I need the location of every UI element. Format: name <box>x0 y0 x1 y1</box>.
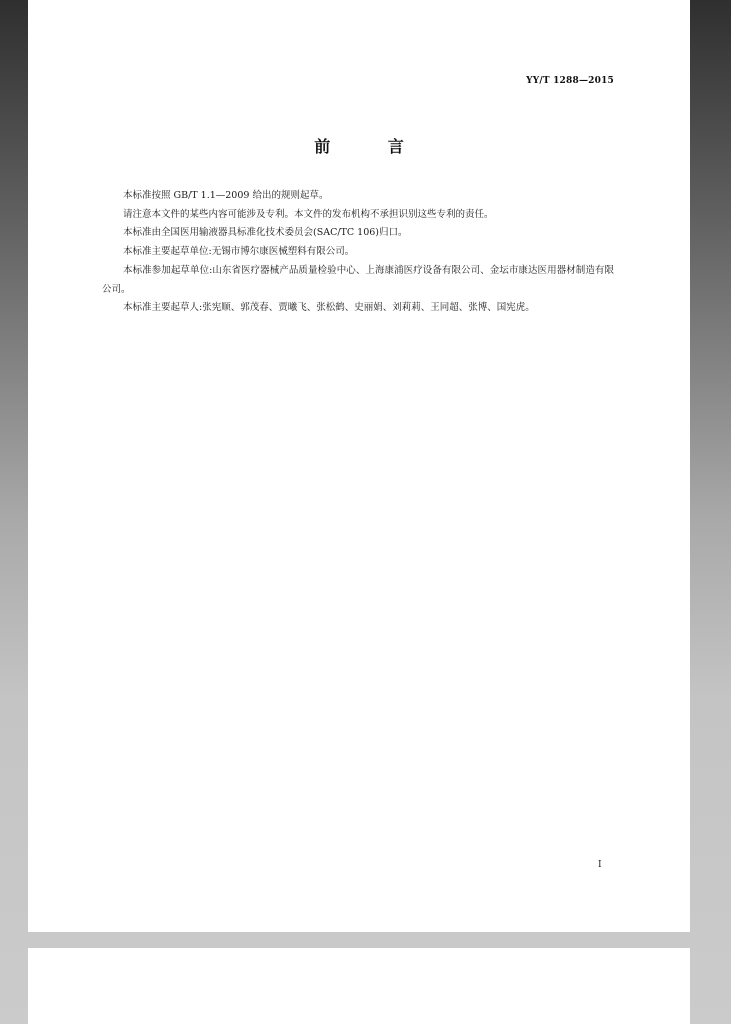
paragraph: 本标准按照 GB/T 1.1—2009 给出的规则起草。 <box>123 190 329 201</box>
paragraph: 本标准由全国医用输液器具标准化技术委员会(SAC/TC 106)归口。 <box>123 227 408 239</box>
page-number: I <box>598 860 602 870</box>
next-document-page <box>28 948 690 1024</box>
foreword-title: 前 言 <box>314 137 430 156</box>
paragraph: 本标准参加起草单位:山东省医疗器械产品质量检验中心、上海康浦医疗设备有限公司、金坛市康达医用器材制造有限公司。 <box>102 264 614 295</box>
document-page <box>28 0 690 932</box>
paragraph: 本标准主要起草单位:无锡市博尔康医械塑料有限公司。 <box>123 246 355 258</box>
paragraph: 请注意本文件的某些内容可能涉及专利。本文件的发布机构不承担识别这些专利的责任。 <box>123 208 494 220</box>
foreword-body <box>102 187 614 318</box>
paragraph: 本标准主要起草人:张宪顺、郭茂春、贾曦飞、张松鹤、史丽娟、刘莉莉、王同超、张博、国宪虎。 <box>123 302 535 314</box>
standard-code: YY/T 1288—2015 <box>526 76 614 86</box>
